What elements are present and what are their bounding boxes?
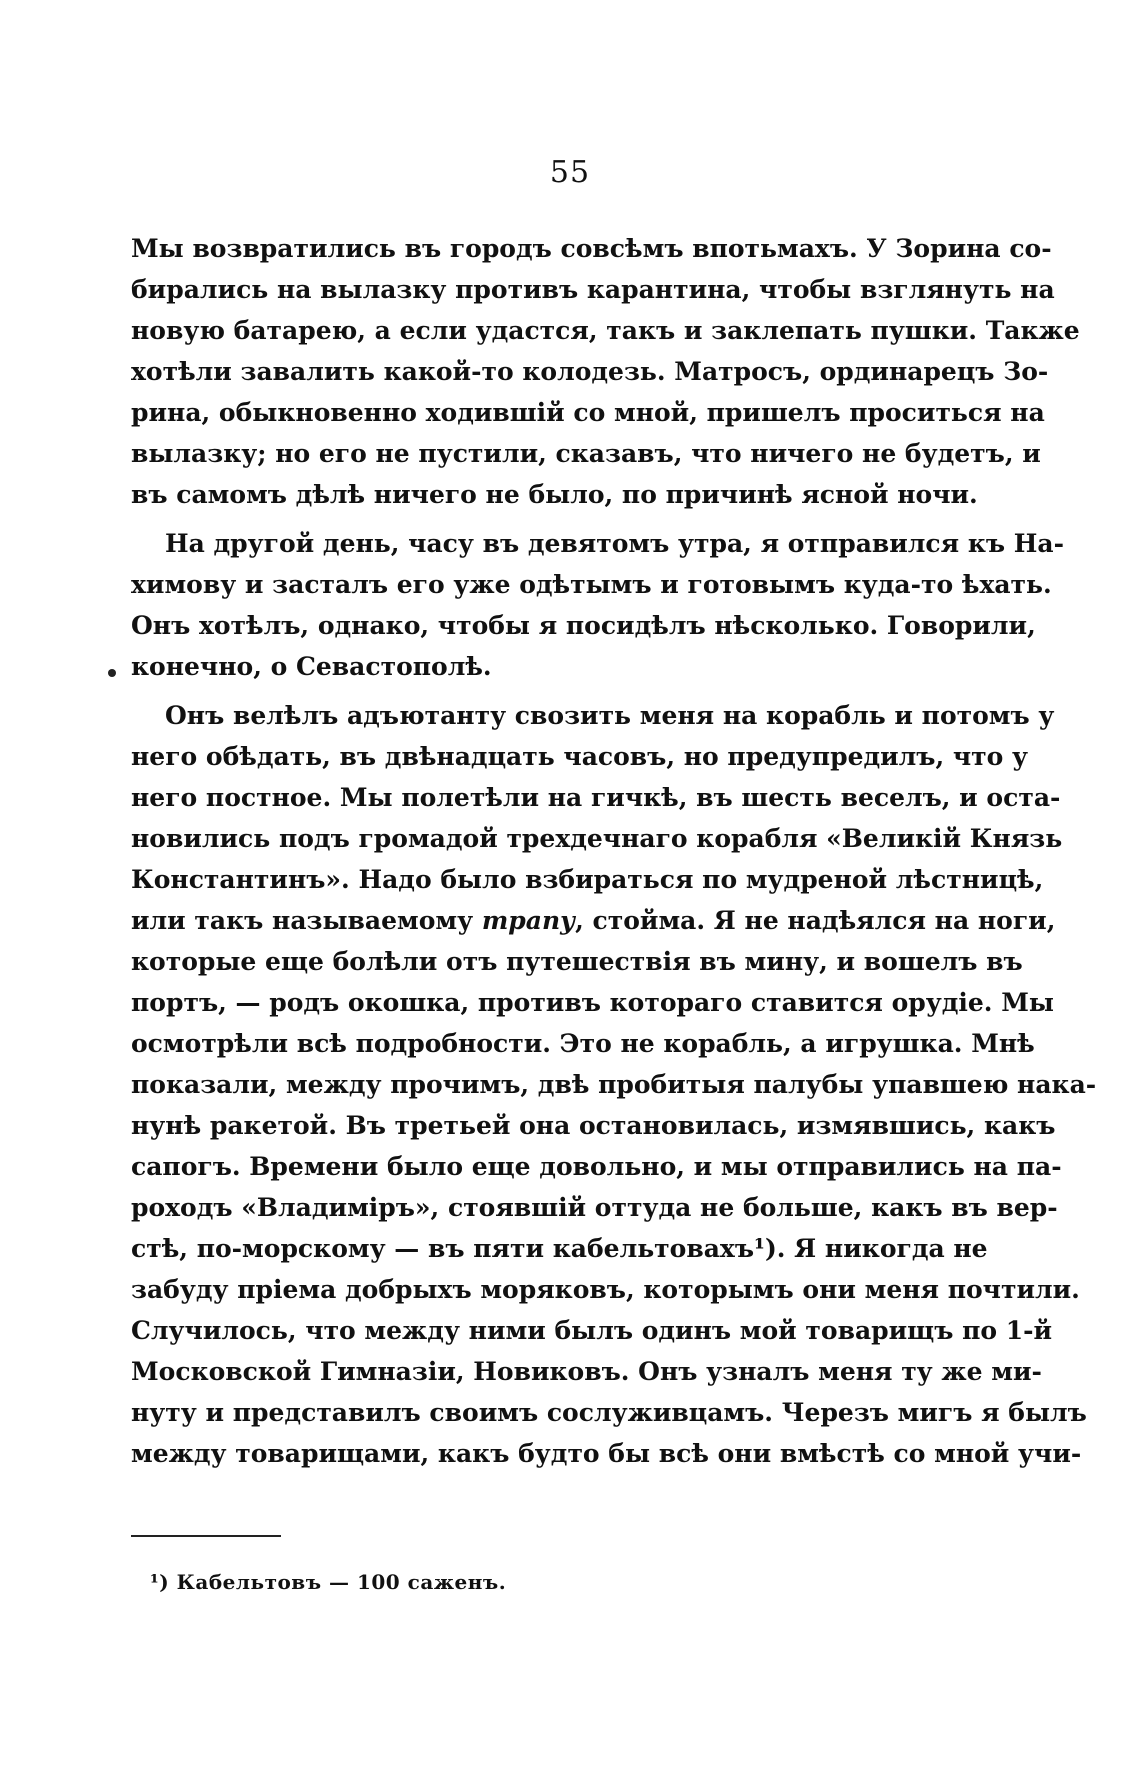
text-line: роходъ «Владиміръ», стоявшій оттуда не больше, какъ въ вер- bbox=[131, 1193, 1058, 1222]
italic-word: трапу bbox=[481, 906, 576, 935]
text-line: новились подъ громадой трехдечнаго корабля «Великій Князь bbox=[131, 824, 1063, 853]
margin-dot-mark bbox=[108, 669, 116, 677]
text-line: новую батарею, а если удастся, такъ и заклепать пушки. Также bbox=[131, 316, 1080, 345]
text-line: осмотрѣли всѣ подробности. Это не корабль, а игрушка. Мнѣ bbox=[131, 1029, 1035, 1058]
text-line: показали, между прочимъ, двѣ пробитыя палубы упавшею нака- bbox=[131, 1070, 1097, 1099]
text-line: между товарищами, какъ будто бы всѣ они вмѣстѣ со мной учи- bbox=[131, 1439, 1082, 1468]
text-line: нунѣ ракетой. Въ третьей она остановилась, измявшись, какъ bbox=[131, 1111, 1056, 1140]
text-line: забуду пріема добрыхъ моряковъ, которымъ они меня почтили. bbox=[131, 1275, 1080, 1304]
text-line: Мы возвратились въ городъ совсѣмъ впотьмахъ. У Зорина со- bbox=[131, 234, 1052, 263]
text-line: конечно, о Севастополѣ. bbox=[131, 652, 492, 681]
text-line: портъ, — родъ окошка, противъ котораго ставится орудіе. Мы bbox=[131, 988, 1054, 1017]
text-line: хотѣли завалить какой-то колодезь. Матросъ, ординарецъ Зо- bbox=[131, 357, 1049, 386]
text-line: Московской Гимназіи, Новиковъ. Онъ узналъ меня ту же ми- bbox=[131, 1357, 1042, 1386]
text-line: въ самомъ дѣлѣ ничего не было, по причинѣ ясной ночи. bbox=[131, 480, 978, 509]
text-line: стѣ, по-морскому — въ пяти кабельтовахъ¹). Я никогда не bbox=[131, 1234, 988, 1263]
text-line: сапогъ. Времени было еще довольно, и мы отправились на па- bbox=[131, 1152, 1062, 1181]
text-line: нуту и представилъ своимъ сослуживцамъ. Черезъ мигъ я былъ bbox=[131, 1398, 1087, 1427]
page-number: 55 bbox=[549, 155, 591, 190]
text-line: Онъ хотѣлъ, однако, чтобы я посидѣлъ нѣсколько. Говорили, bbox=[131, 611, 1036, 640]
footnote-divider bbox=[131, 1535, 281, 1537]
text-line: которые еще болѣли отъ путешествія въ мину, и вошелъ въ bbox=[131, 947, 1023, 976]
footnote: ¹) Кабельтовъ — 100 саженъ. bbox=[150, 1570, 507, 1594]
text-line: Константинъ». Надо было взбираться по мудреной лѣстницѣ, bbox=[131, 865, 1044, 894]
text-line: Онъ велѣлъ адъютанту свозить меня на корабль и потомъ у bbox=[165, 701, 1055, 730]
text-line: Случилось, что между ними былъ одинъ мой товарищъ по 1-й bbox=[131, 1316, 1053, 1345]
text-line: или такъ называемому трапу, стойма. Я не надѣялся на ноги, bbox=[131, 906, 1056, 935]
text-line: На другой день, часу въ девятомъ утра, я отправился къ На- bbox=[165, 529, 1064, 558]
body-text bbox=[131, 228, 1097, 1474]
text-line: него обѣдать, въ двѣнадцать часовъ, но предупредилъ, что у bbox=[131, 742, 1029, 771]
text-line: вылазку; но его не пустили, сказавъ, что ничего не будетъ, и bbox=[131, 439, 1041, 468]
text-line: бирались на вылазку противъ карантина, чтобы взглянуть на bbox=[131, 275, 1055, 304]
text-line: химову и засталъ его уже одѣтымъ и готовымъ куда-то ѣхать. bbox=[131, 570, 1052, 599]
text-line: него постное. Мы полетѣли на гичкѣ, въ шесть веселъ, и оста- bbox=[131, 783, 1061, 812]
text-line: рина, обыкновенно ходившій со мной, пришелъ проситься на bbox=[131, 398, 1045, 427]
